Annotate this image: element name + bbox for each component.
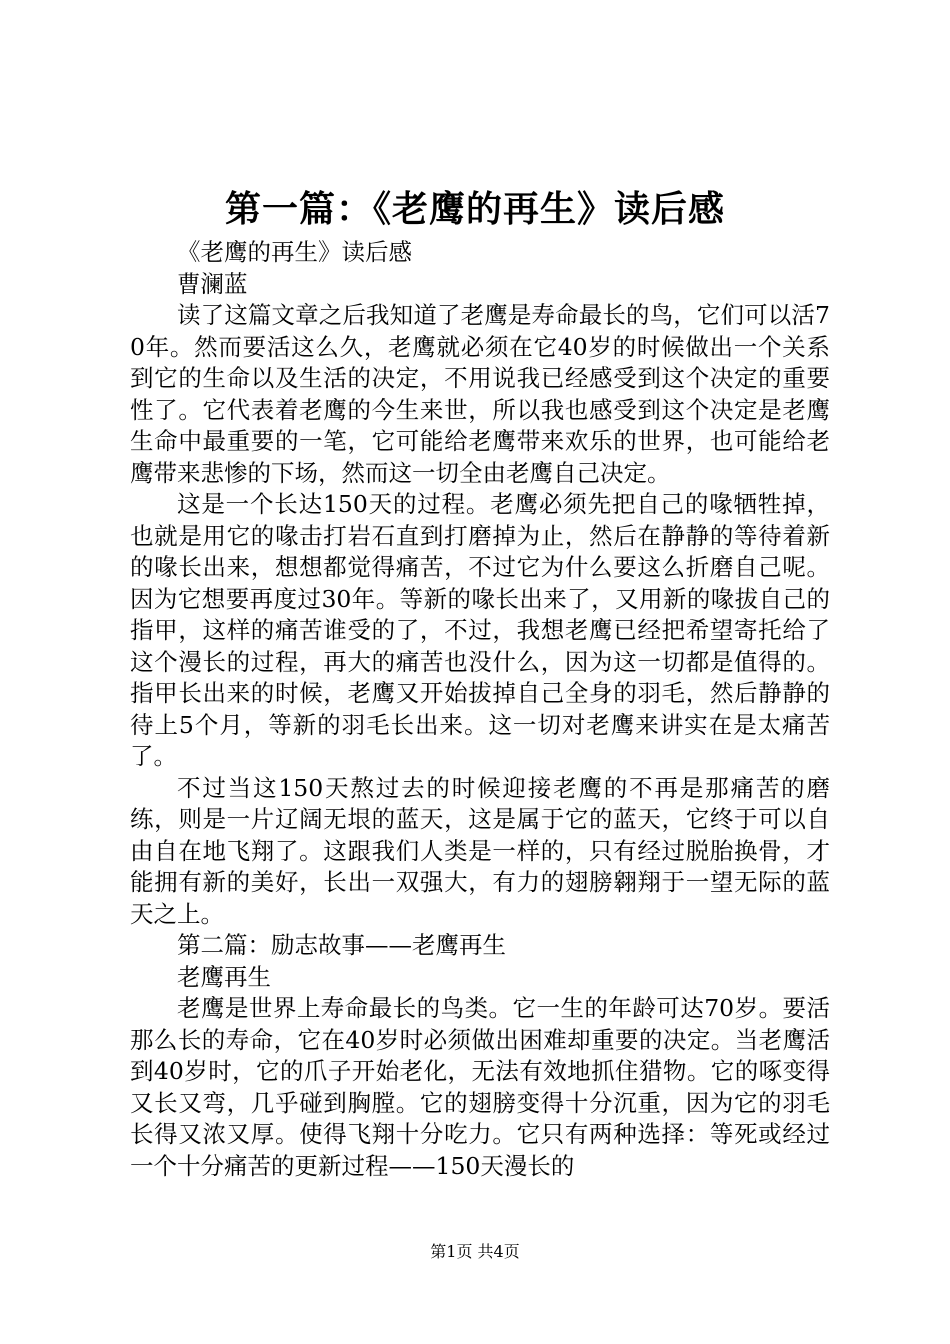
- essay-title-line: 《老鹰的再生》读后感: [177, 238, 412, 266]
- document-body: [130, 237, 830, 1182]
- story-title-line: 老鹰再生: [177, 962, 271, 991]
- section-heading: 第二篇：励志故事——老鹰再生: [177, 931, 506, 959]
- document-title: 第一篇：《老鹰的再生》读后感: [224, 188, 725, 230]
- page-footer: 第1页 共4页: [430, 1242, 520, 1261]
- body-paragraph: 老鹰是世界上寿命最长的鸟类。它一生的年龄可达70岁。要活那么长的寿命，它在40岁时必须做出困难却重要的决定。当老鹰活到40岁时，它的爪子开始老化，无法有效地抓住猎物。它的啄变得又长又弯，几乎碰到胸膛。它的翅膀变得十分沉重，因为它的羽毛长得又浓又厚。使得飞翔十分吃力。它只有两种选择：等死或经过一个十分痛苦的更新过程——150天漫长的: [130, 994, 830, 1180]
- body-paragraph: 不过当这150天熬过去的时候迎接老鹰的不再是那痛苦的磨练，则是一片辽阔无垠的蓝天，这是属于它的蓝天，它终于可以自由自在地飞翔了。这跟我们人类是一样的，只有经过脱胎换骨，才能拥有新的美好，长出一双强大，有力的翅膀翱翔于一望无际的蓝天之上。: [130, 773, 830, 928]
- body-paragraph: 读了这篇文章之后我知道了老鹰是寿命最长的鸟，它们可以活70年。然而要活这么久，老鹰就必须在它40岁的时候做出一个关系到它的生命以及生活的决定，不用说我已经感受到这个决定的重要性了。它代表着老鹰的今生来世，所以我也感受到这个决定是老鹰生命中最重要的一笔，它可能给老鹰带来欢乐的世界，也可能给老鹰带来悲惨的下场，然而这一切全由老鹰自己决定。: [130, 301, 830, 487]
- author-line: 曹澜蓝: [177, 269, 248, 298]
- body-paragraph: 这是一个长达150天的过程。老鹰必须先把自己的喙牺牲掉，也就是用它的喙击打岩石直到打磨掉为止，然后在静静的等待着新的喙长出来，想想都觉得痛苦，不过它为什么要这么折磨自己呢。因为它想要再度过30年。等新的喙长出来了，又用新的喙拔自己的指甲，这样的痛苦谁受的了，不过，我想老鹰已经把希望寄托给了这个漫长的过程，再大的痛苦也没什么，因为这一切都是值得的。指甲长出来的时候，老鹰又开始拔掉自己全身的羽毛，然后静静的待上5个月，等新的羽毛长出来。这一切对老鹰来讲实在是太痛苦了。: [130, 490, 830, 770]
